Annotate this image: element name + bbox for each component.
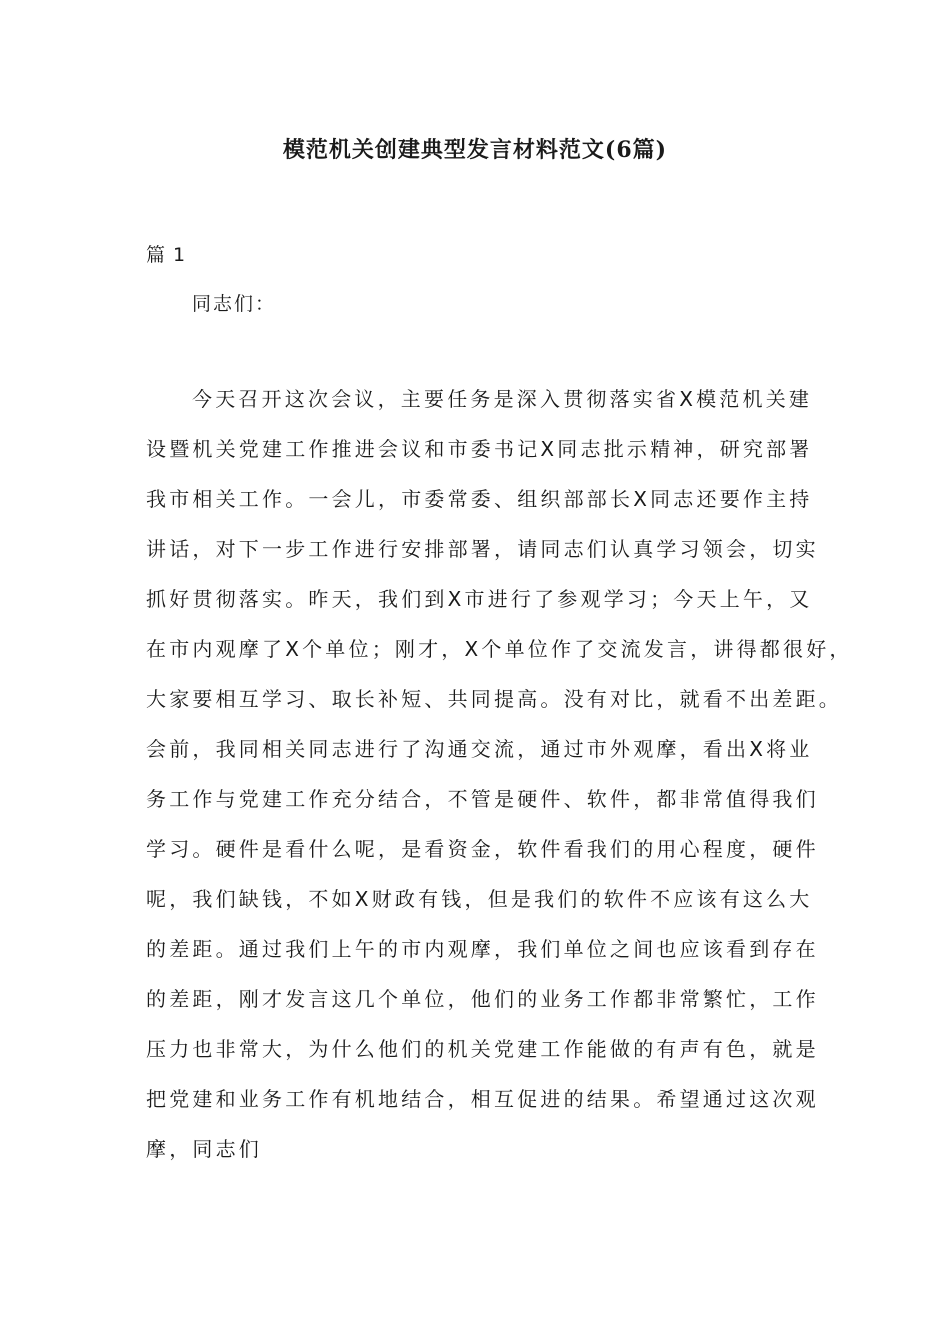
body-line: 的差距。通过我们上午的市内观摩，我们单位之间也应该看到存在 (146, 937, 819, 961)
body-line: 呢，我们缺钱，不如X财政有钱，但是我们的软件不应该有这么大 (146, 887, 813, 911)
body-line: 务工作与党建工作充分结合，不管是硬件、软件，都非常值得我们 (146, 787, 819, 811)
body-line: 的差距，刚才发言这几个单位，他们的业务工作都非常繁忙，工作 (146, 987, 819, 1011)
body-line: 摩，同志们 (146, 1137, 262, 1161)
body-line: 在市内观摩了X个单位；刚才，X个单位作了交流发言，讲得都很好， (146, 637, 853, 661)
body-line: 把党建和业务工作有机地结合，相互促进的结果。希望通过这次观 (146, 1087, 819, 1111)
body-line: 压力也非常大，为什么他们的机关党建工作能做的有声有色，就是 (146, 1037, 819, 1061)
body-line: 抓好贯彻落实。昨天，我们到X市进行了参观学习；今天上午，又 (146, 587, 813, 611)
section-label: 篇 1 (146, 244, 187, 266)
body-line: 讲话，对下一步工作进行安排部署，请同志们认真学习领会，切实 (146, 537, 819, 561)
body-paragraph (146, 383, 853, 1183)
body-line: 大家要相互学习、取长补短、共同提高。没有对比，就看不出差距。 (146, 687, 842, 711)
body-line: 会前，我同相关同志进行了沟通交流，通过市外观摩，看出X将业 (146, 737, 813, 761)
body-line: 设暨机关党建工作推进会议和市委书记X同志批示精神，研究部署 (146, 437, 813, 461)
body-line: 学习。硬件是看什么呢，是看资金，软件看我们的用心程度，硬件 (146, 837, 819, 861)
document-title: 模范机关创建典型发言材料范文(6篇) (282, 137, 668, 163)
greeting-text: 同志们： (192, 293, 277, 315)
body-line: 今天召开这次会议，主要任务是深入贯彻落实省X模范机关建 (192, 387, 813, 411)
body-line: 我市相关工作。一会儿，市委常委、组织部部长X同志还要作主持 (146, 487, 813, 511)
